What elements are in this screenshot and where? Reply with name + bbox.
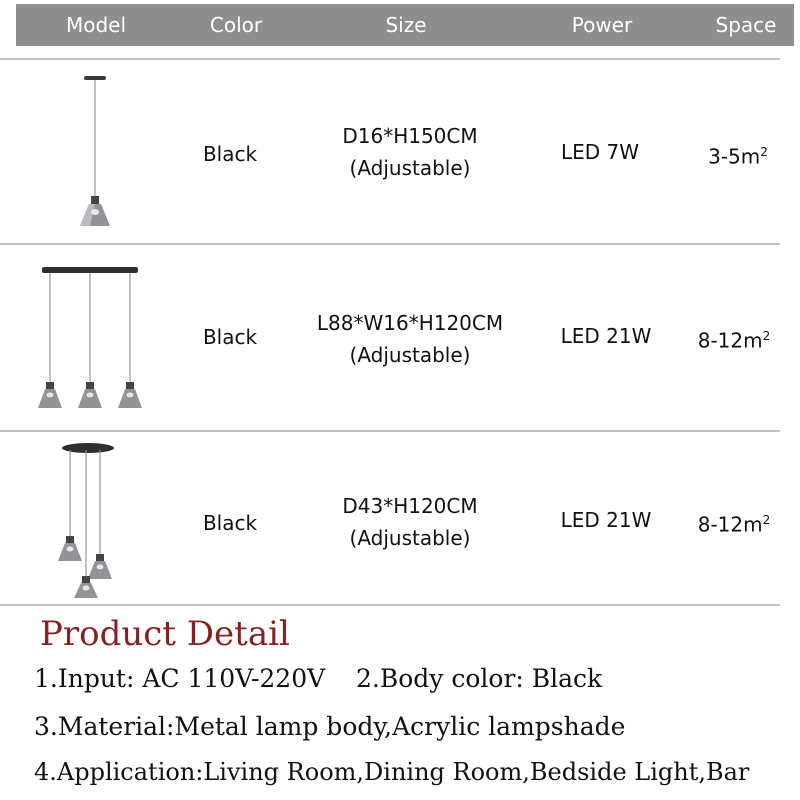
table-row [0, 60, 800, 242]
table-row [0, 432, 800, 602]
header-space: Space [715, 13, 777, 37]
space-superscript: 2 [760, 145, 768, 159]
header-model: Model [65, 13, 127, 37]
detail-body-color: 2.Body color: Black [356, 664, 603, 693]
space-value [684, 320, 784, 357]
power-value: LED 21W [560, 324, 652, 348]
space-text: 3-5m [708, 144, 761, 169]
color-value: Black [202, 142, 258, 166]
product-detail-title: Product Detail [40, 614, 290, 654]
header-size: Size [385, 13, 427, 37]
space-value [688, 136, 788, 173]
size-line-1: D43*H120CM [342, 494, 478, 518]
divider-3 [0, 604, 780, 606]
single-pendant-lamp-icon [60, 72, 130, 232]
three-pendant-linear-lamp-icon [38, 263, 142, 413]
size-line-2: (Adjustable) [349, 526, 471, 550]
space-text: 8-12m [697, 512, 763, 537]
power-value: LED 21W [560, 508, 652, 532]
detail-material: 3.Material:Metal lamp body,Acrylic lampshade [34, 712, 626, 741]
space-text: 8-12m [697, 328, 763, 353]
power-value: LED 7W [560, 140, 640, 164]
detail-input: 1.Input: AC 110V-220V [34, 664, 326, 693]
space-superscript: 2 [762, 329, 771, 343]
size-value [300, 307, 520, 371]
size-line-1: D16*H150CM [342, 124, 478, 148]
size-line-1: L88*W16*H120CM [316, 311, 504, 335]
table-header [16, 4, 794, 46]
detail-application: 4.Application:Living Room,Dining Room,Bedside Light,Bar [34, 758, 750, 786]
space-value [684, 504, 784, 541]
size-line-2: (Adjustable) [349, 156, 471, 180]
header-color: Color [209, 13, 263, 37]
three-pendant-round-lamp-icon [54, 440, 124, 600]
color-value: Black [202, 511, 258, 535]
color-value: Black [202, 325, 258, 349]
size-value [310, 490, 510, 554]
header-power: Power [571, 13, 633, 37]
space-superscript: 2 [762, 513, 771, 527]
size-value [310, 120, 510, 184]
table-row [0, 245, 800, 429]
size-line-2: (Adjustable) [349, 343, 471, 367]
